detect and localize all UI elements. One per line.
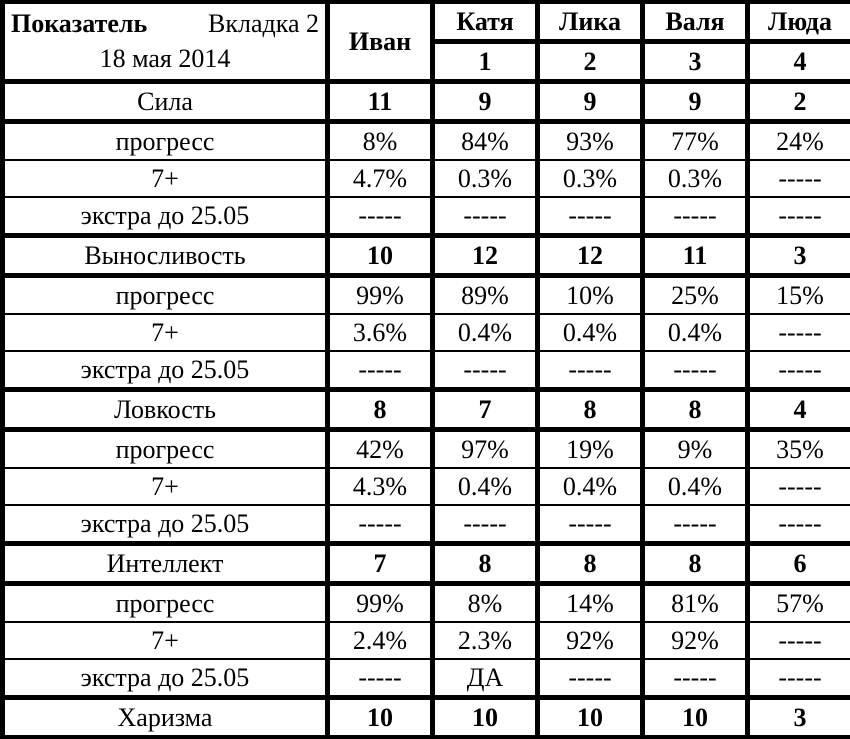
stat-row	[3, 82, 850, 122]
sevenplus-value-cell: 0.4%	[643, 314, 748, 351]
column-number-cell: 1	[433, 42, 538, 82]
extra-label-cell: экстра до 25.05	[3, 351, 328, 390]
stat-name-cell: Выносливость	[3, 236, 328, 276]
sevenplus-value-cell: 4.3%	[328, 468, 433, 505]
stat-name-cell: Сила	[3, 82, 328, 122]
progress-label-cell: прогресс	[3, 122, 328, 161]
date-label: 18 мая 2014	[11, 41, 319, 77]
stat-name-cell: Харизма	[3, 698, 328, 738]
column-number-cell: 3	[643, 42, 748, 82]
extra-row	[3, 659, 850, 698]
header-row-names	[3, 2, 850, 42]
extra-value-cell: ДА	[433, 659, 538, 698]
stat-value-cell: 6	[748, 544, 850, 584]
extra-row	[3, 505, 850, 544]
progress-value-cell: 57%	[748, 584, 850, 623]
progress-value-cell: 81%	[643, 584, 748, 623]
stat-value-cell: 10	[643, 698, 748, 738]
stat-value-cell: 10	[538, 698, 643, 738]
stat-value-cell: 12	[433, 236, 538, 276]
extra-value-cell: -----	[328, 351, 433, 390]
progress-value-cell: 19%	[538, 430, 643, 469]
sevenplus-row	[3, 468, 850, 505]
stat-value-cell: 2	[748, 82, 850, 122]
extra-value-cell: -----	[328, 659, 433, 698]
sevenplus-value-cell: 92%	[643, 622, 748, 659]
tab-label: Вкладка 2	[208, 7, 319, 41]
sevenplus-value-cell: 0.4%	[538, 314, 643, 351]
stat-value-cell: 8	[328, 390, 433, 430]
header-title-cell	[3, 2, 328, 82]
sevenplus-value-cell: 0.3%	[643, 160, 748, 197]
stat-value-cell: 8	[643, 544, 748, 584]
column-name-cell: Иван	[328, 2, 433, 82]
sevenplus-value-cell: 2.4%	[328, 622, 433, 659]
stat-value-cell: 8	[433, 544, 538, 584]
extra-label-cell: экстра до 25.05	[3, 505, 328, 544]
column-name-cell: Катя	[433, 2, 538, 42]
progress-value-cell: 93%	[538, 122, 643, 161]
stat-value-cell: 9	[643, 82, 748, 122]
stat-value-cell: 9	[538, 82, 643, 122]
sevenplus-row	[3, 622, 850, 659]
stat-value-cell: 4	[748, 390, 850, 430]
column-name-cell: Лика	[538, 2, 643, 42]
extra-label-cell: экстра до 25.05	[3, 197, 328, 236]
sevenplus-value-cell: -----	[748, 314, 850, 351]
progress-value-cell: 9%	[643, 430, 748, 469]
stat-name-cell: Интеллект	[3, 544, 328, 584]
extra-value-cell: -----	[328, 505, 433, 544]
sevenplus-value-cell: -----	[748, 622, 850, 659]
stat-row	[3, 698, 850, 738]
extra-row	[3, 197, 850, 236]
progress-row	[3, 430, 850, 469]
progress-label-cell: прогресс	[3, 430, 328, 469]
stat-name-cell: Ловкость	[3, 390, 328, 430]
extra-row	[3, 351, 850, 390]
stat-value-cell: 10	[433, 698, 538, 738]
extra-value-cell: -----	[433, 351, 538, 390]
progress-value-cell: 99%	[328, 584, 433, 623]
progress-value-cell: 24%	[748, 122, 850, 161]
stat-row	[3, 544, 850, 584]
stat-value-cell: 11	[328, 82, 433, 122]
extra-value-cell: -----	[433, 505, 538, 544]
extra-value-cell: -----	[328, 197, 433, 236]
progress-value-cell: 97%	[433, 430, 538, 469]
table-title: Показатель	[11, 7, 147, 41]
extra-value-cell: -----	[538, 197, 643, 236]
progress-value-cell: 42%	[328, 430, 433, 469]
progress-value-cell: 8%	[328, 122, 433, 161]
stat-value-cell: 8	[643, 390, 748, 430]
extra-value-cell: -----	[643, 505, 748, 544]
sevenplus-value-cell: 0.4%	[643, 468, 748, 505]
sevenplus-value-cell: 0.3%	[433, 160, 538, 197]
progress-value-cell: 25%	[643, 276, 748, 315]
sevenplus-label-cell: 7+	[3, 314, 328, 351]
stat-row	[3, 390, 850, 430]
progress-value-cell: 35%	[748, 430, 850, 469]
sevenplus-value-cell: 3.6%	[328, 314, 433, 351]
progress-value-cell: 15%	[748, 276, 850, 315]
stat-value-cell: 10	[328, 236, 433, 276]
column-number-cell: 4	[748, 42, 850, 82]
stat-value-cell: 7	[433, 390, 538, 430]
progress-value-cell: 8%	[433, 584, 538, 623]
stat-value-cell: 11	[643, 236, 748, 276]
extra-value-cell: -----	[748, 351, 850, 390]
stat-value-cell: 7	[328, 544, 433, 584]
sevenplus-row	[3, 314, 850, 351]
extra-value-cell: -----	[643, 197, 748, 236]
extra-value-cell: -----	[748, 197, 850, 236]
progress-value-cell: 14%	[538, 584, 643, 623]
progress-value-cell: 77%	[643, 122, 748, 161]
stat-value-cell: 8	[538, 544, 643, 584]
sevenplus-value-cell: 0.4%	[433, 468, 538, 505]
progress-row	[3, 122, 850, 161]
extra-value-cell: -----	[643, 351, 748, 390]
extra-value-cell: -----	[748, 505, 850, 544]
stat-value-cell: 3	[748, 698, 850, 738]
sevenplus-label-cell: 7+	[3, 160, 328, 197]
column-name-cell: Люда	[748, 2, 850, 42]
extra-label-cell: экстра до 25.05	[3, 659, 328, 698]
stat-value-cell: 3	[748, 236, 850, 276]
sevenplus-value-cell: 2.3%	[433, 622, 538, 659]
progress-row	[3, 584, 850, 623]
progress-row	[3, 276, 850, 315]
stat-value-cell: 9	[433, 82, 538, 122]
sevenplus-value-cell: -----	[748, 160, 850, 197]
column-name-cell: Валя	[643, 2, 748, 42]
extra-value-cell: -----	[643, 659, 748, 698]
sevenplus-value-cell: 0.3%	[538, 160, 643, 197]
progress-value-cell: 10%	[538, 276, 643, 315]
extra-value-cell: -----	[538, 659, 643, 698]
stat-value-cell: 10	[328, 698, 433, 738]
progress-value-cell: 89%	[433, 276, 538, 315]
column-number-cell: 2	[538, 42, 643, 82]
sevenplus-value-cell: 4.7%	[328, 160, 433, 197]
stat-value-cell: 8	[538, 390, 643, 430]
extra-value-cell: -----	[538, 351, 643, 390]
progress-value-cell: 99%	[328, 276, 433, 315]
sevenplus-label-cell: 7+	[3, 622, 328, 659]
sevenplus-value-cell: 92%	[538, 622, 643, 659]
progress-label-cell: прогресс	[3, 584, 328, 623]
progress-label-cell: прогресс	[3, 276, 328, 315]
sevenplus-value-cell: 0.4%	[538, 468, 643, 505]
extra-value-cell: -----	[538, 505, 643, 544]
progress-value-cell: 84%	[433, 122, 538, 161]
stat-value-cell: 12	[538, 236, 643, 276]
sevenplus-row	[3, 160, 850, 197]
sevenplus-value-cell: 0.4%	[433, 314, 538, 351]
extra-value-cell: -----	[748, 659, 850, 698]
stat-row	[3, 236, 850, 276]
sevenplus-value-cell: -----	[748, 468, 850, 505]
header-line1	[11, 7, 319, 41]
sevenplus-label-cell: 7+	[3, 468, 328, 505]
extra-value-cell: -----	[433, 197, 538, 236]
